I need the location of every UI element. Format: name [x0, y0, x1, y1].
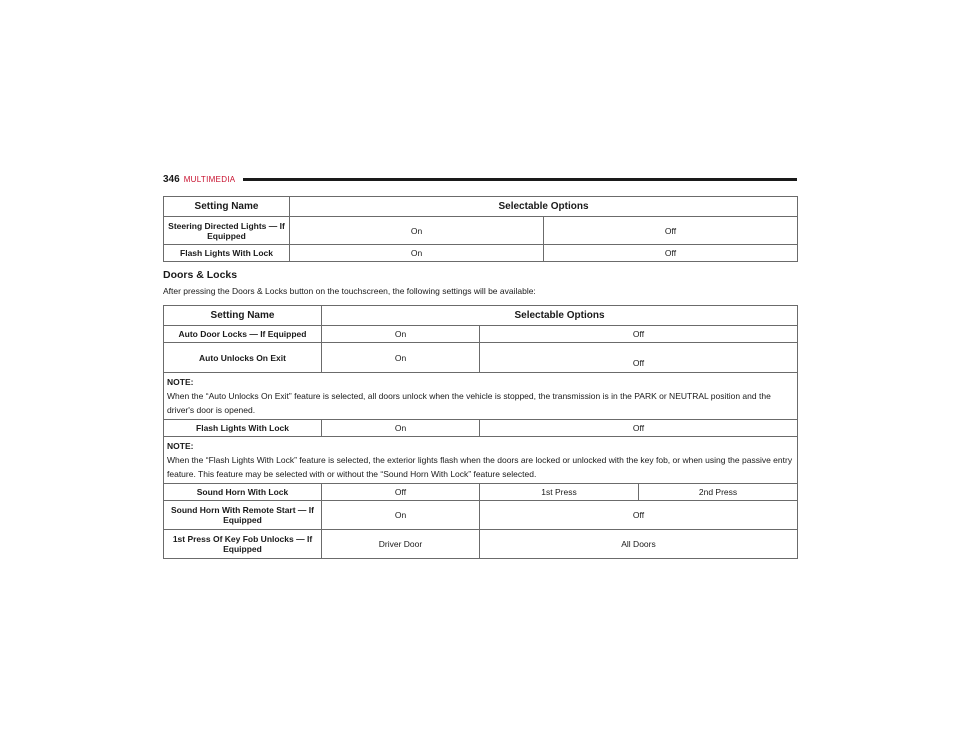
note-label: NOTE: — [167, 441, 194, 451]
option-cell: All Doors — [480, 530, 798, 559]
section-title: MULTIMEDIA — [183, 174, 236, 184]
table-row — [164, 501, 798, 530]
doors-locks-settings-table — [163, 305, 798, 559]
page-header — [163, 172, 797, 186]
setting-name-cell: Auto Door Locks — If Equipped — [164, 326, 322, 343]
note-cell — [164, 373, 798, 420]
option-cell: Off — [480, 501, 798, 530]
option-cell: Driver Door — [322, 530, 480, 559]
note-label: NOTE: — [167, 377, 194, 387]
note-text: When the “Flash Lights With Lock” feature is selected, the exterior lights flash when the doors are locked or unlocked with the key fob, or when using the passive entry feature. This feature may be selected with or without the “Sound Horn With Lock” feature selected. — [167, 455, 793, 479]
setting-name-cell: 1st Press Of Key Fob Unlocks — If Equipped — [164, 530, 322, 559]
note-row — [164, 373, 798, 420]
option-cell: On — [290, 217, 544, 245]
note-cell — [164, 437, 798, 484]
table-row — [164, 343, 798, 373]
note-row — [164, 437, 798, 484]
setting-name-cell: Flash Lights With Lock — [164, 420, 322, 437]
option-cell: Off — [480, 343, 798, 373]
table-row — [164, 420, 798, 437]
setting-name-cell: Sound Horn With Lock — [164, 484, 322, 501]
table-header-row — [164, 197, 798, 217]
note-text: When the “Auto Unlocks On Exit” feature is selected, all doors unlock when the vehicle is stopped, the transmission is in the PARK or NEUTRAL position and the driver's door is opened. — [167, 391, 771, 415]
option-cell: Off — [480, 326, 798, 343]
column-header-setting-name: Setting Name — [164, 197, 290, 217]
table-row — [164, 217, 798, 245]
doors-locks-intro: After pressing the Doors & Locks button on the touchscreen, the following settings will be available: — [163, 286, 536, 296]
option-cell: On — [322, 343, 480, 373]
option-cell: 1st Press — [480, 484, 639, 501]
option-cell: 2nd Press — [639, 484, 798, 501]
option-cell: Off — [544, 217, 798, 245]
option-cell: Off — [544, 245, 798, 262]
setting-name-cell: Steering Directed Lights — If Equipped — [164, 217, 290, 245]
setting-name-cell: Auto Unlocks On Exit — [164, 343, 322, 373]
lights-settings-table — [163, 196, 798, 262]
option-cell: Off — [480, 420, 798, 437]
page-number: 346 — [163, 173, 180, 185]
column-header-selectable-options: Selectable Options — [290, 197, 798, 217]
option-cell: On — [290, 245, 544, 262]
option-cell: On — [322, 326, 480, 343]
column-header-setting-name: Setting Name — [164, 306, 322, 326]
column-header-selectable-options: Selectable Options — [322, 306, 798, 326]
option-cell: On — [322, 501, 480, 530]
option-cell: Off — [322, 484, 480, 501]
setting-name-cell: Sound Horn With Remote Start — If Equipped — [164, 501, 322, 530]
table-row — [164, 530, 798, 559]
table-row — [164, 484, 798, 501]
table-row — [164, 245, 798, 262]
option-cell: On — [322, 420, 480, 437]
doors-locks-heading: Doors & Locks — [163, 269, 238, 281]
table-header-row — [164, 306, 798, 326]
table-row — [164, 326, 798, 343]
setting-name-cell: Flash Lights With Lock — [164, 245, 290, 262]
header-rule — [243, 178, 797, 181]
